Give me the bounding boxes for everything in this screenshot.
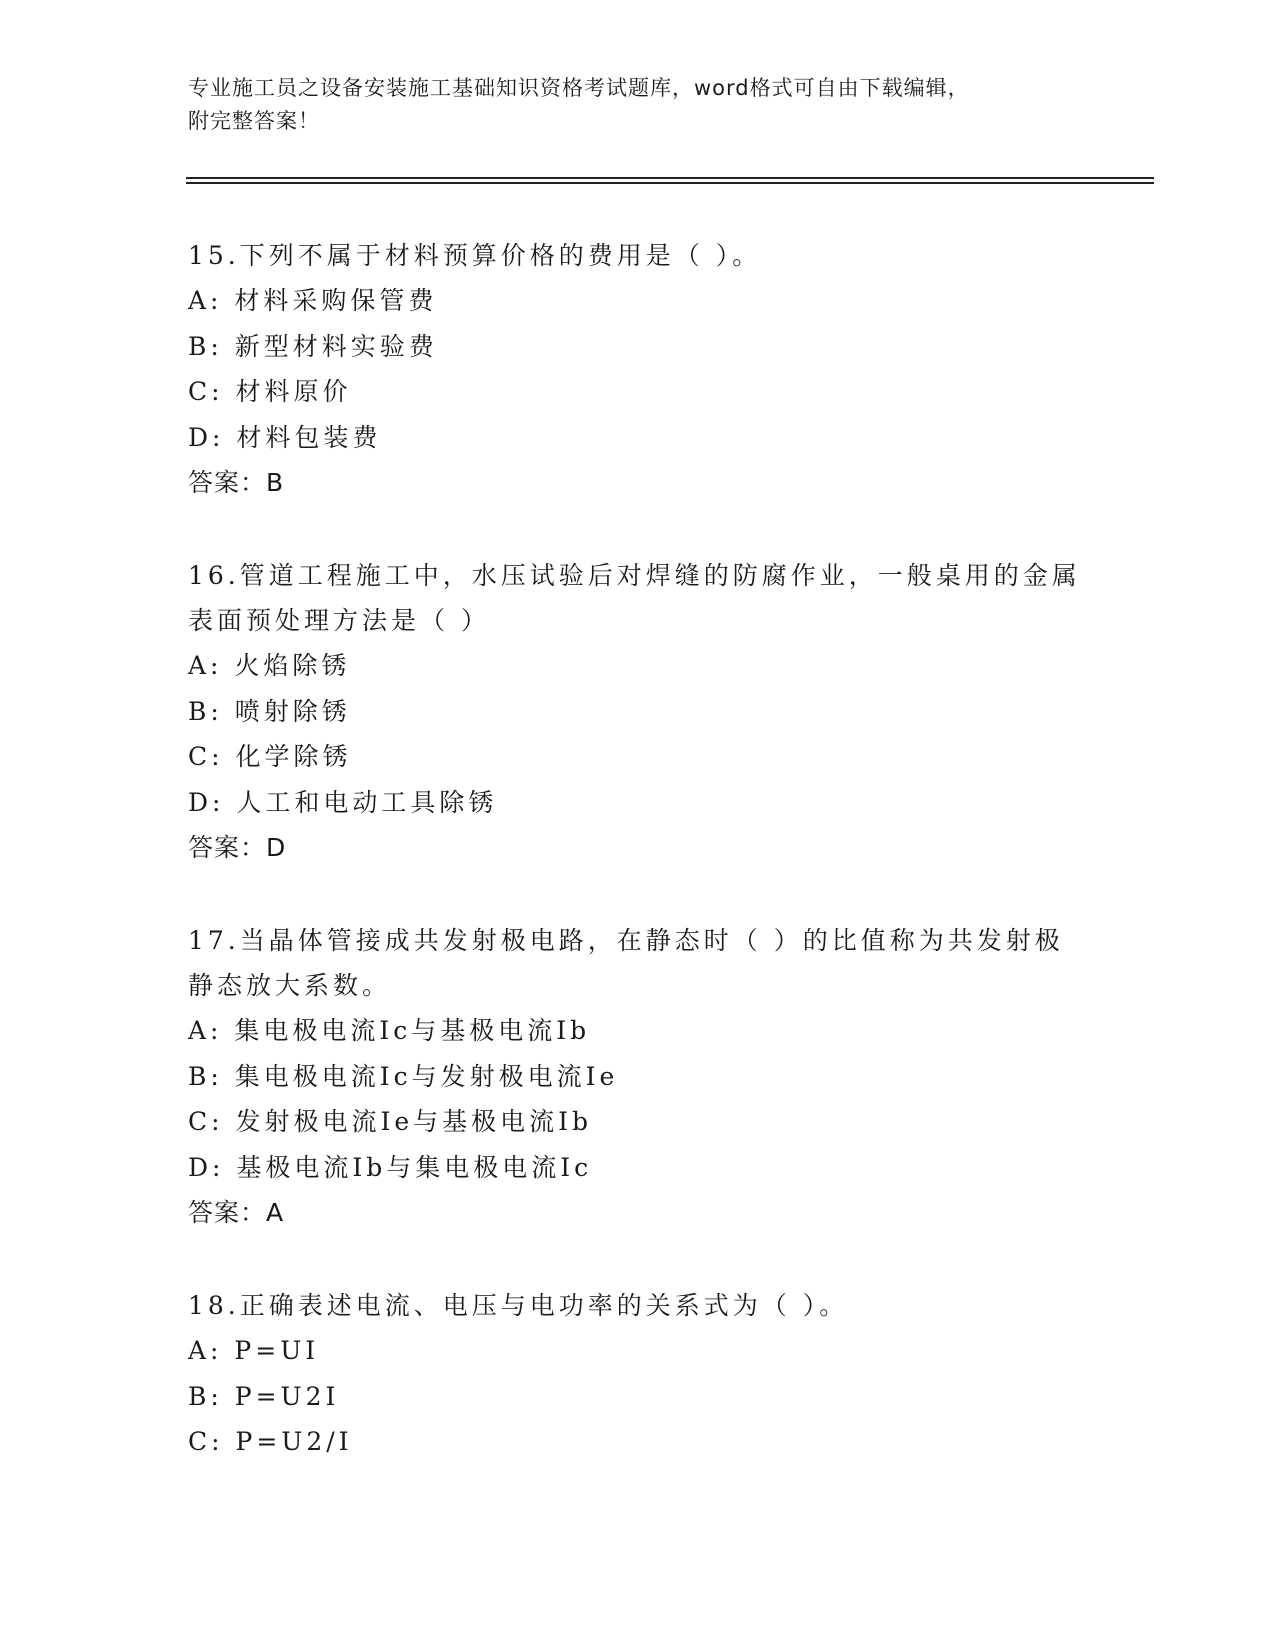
header-divider-bottom xyxy=(186,182,1154,184)
option-b: B: 喷射除锈 xyxy=(188,696,351,726)
question-16 xyxy=(188,553,1088,871)
question-stem: 17.当晶体管接成共发射极电路，在静态时（ ）的比值称为共发射极静态放大系数。 xyxy=(188,926,1064,1000)
option-b: B: P=U2I xyxy=(188,1381,340,1411)
option-a: A: P=UI xyxy=(188,1336,320,1365)
header-line-1: 专业施工员之设备安装施工基础知识资格考试题库，word格式可自由下载编辑， xyxy=(188,76,970,100)
answer-text: 答案：A xyxy=(188,1198,285,1227)
option-d: D: 材料包装费 xyxy=(188,422,382,452)
answer-text: 答案：D xyxy=(188,833,287,862)
question-15 xyxy=(188,233,1088,506)
question-stem: 15.下列不属于材料预算价格的费用是（ ）。 xyxy=(188,241,762,270)
option-a: A: 材料采购保管费 xyxy=(188,286,438,315)
header-text xyxy=(188,72,1088,138)
option-b: B: 新型材料实验费 xyxy=(188,331,438,361)
question-17 xyxy=(188,918,1088,1236)
header-line-2: 附完整答案！ xyxy=(188,109,320,133)
question-18 xyxy=(188,1283,1088,1465)
option-c: C: 化学除锈 xyxy=(188,742,352,771)
option-d: D: 人工和电动工具除锈 xyxy=(188,787,498,817)
option-c: C: 发射极电流Ie与基极电流Ib xyxy=(188,1107,593,1136)
question-stem: 18.正确表述电流、电压与电功率的关系式为（ ）。 xyxy=(188,1291,849,1320)
option-a: A: 集电极电流Ic与基极电流Ib xyxy=(188,1016,591,1045)
option-d: D: 基极电流Ib与集电极电流Ic xyxy=(188,1152,593,1182)
option-c: C: 材料原价 xyxy=(188,377,352,406)
header-divider-top xyxy=(186,177,1154,179)
option-a: A: 火焰除锈 xyxy=(188,651,351,680)
option-c: C: P=U2/I xyxy=(188,1427,353,1456)
answer-text: 答案：B xyxy=(188,468,285,497)
option-b: B: 集电极电流Ic与发射极电流Ie xyxy=(188,1061,619,1091)
question-stem: 16.管道工程施工中，水压试验后对焊缝的防腐作业，一般桌用的金属表面预处理方法是（ ） xyxy=(188,561,1081,635)
